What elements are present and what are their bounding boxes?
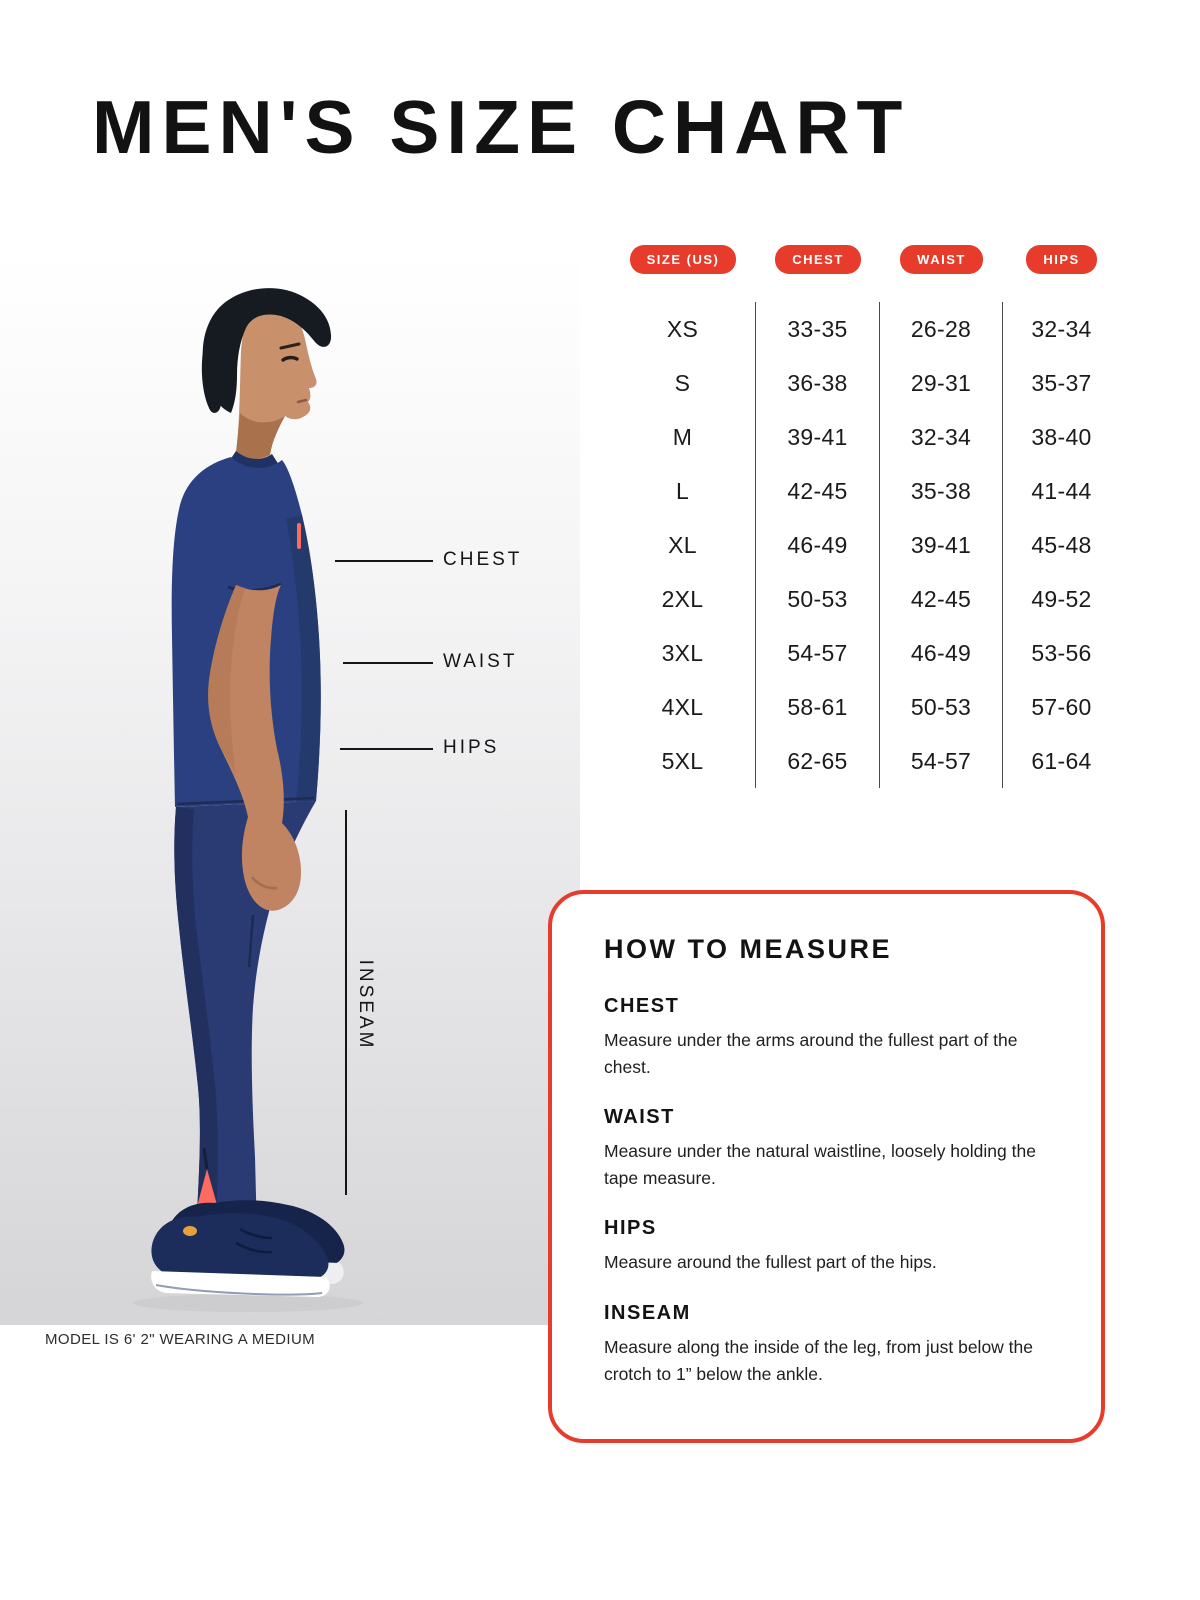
chest-pointer-line <box>335 560 433 562</box>
hips-header-pill: HIPS <box>1026 245 1096 274</box>
table-cell: 62-65 <box>756 734 880 788</box>
chest-header-pill: CHEST <box>775 245 861 274</box>
model-photo <box>0 255 580 1325</box>
table-cell: 4XL <box>610 680 756 734</box>
model-illustration <box>0 255 580 1325</box>
table-cell: 50-53 <box>880 680 1003 734</box>
waist-figure-label: WAIST <box>443 651 518 672</box>
size-header-pill: SIZE (US) <box>630 245 737 274</box>
table-cell: XL <box>610 518 756 572</box>
table-cell: 58-61 <box>756 680 880 734</box>
measure-section-chest-text: Measure under the arms around the fullest part of the chest. <box>604 1030 1018 1077</box>
table-cell: 32-34 <box>1031 315 1092 342</box>
table-cell: 33-35 <box>756 302 880 356</box>
measure-section-chest-label: CHEST <box>604 995 680 1017</box>
inseam-pointer-line <box>345 810 347 1195</box>
heel-tab <box>183 1226 197 1236</box>
measure-section-inseam-label: INSEAM <box>604 1301 691 1324</box>
table-cell: 49-52 <box>1031 585 1092 612</box>
inseam-figure-label: INSEAM <box>355 959 376 1051</box>
table-cell: 42-45 <box>756 464 880 518</box>
floor-shadow <box>133 1294 363 1312</box>
how-to-measure-box <box>548 890 1105 1443</box>
table-cell: 46-49 <box>880 626 1003 680</box>
table-cell: 5XL <box>610 734 756 788</box>
table-cell: 39-41 <box>880 518 1003 572</box>
table-header-hips <box>1003 245 1120 302</box>
table-cell: 54-57 <box>880 734 1003 788</box>
table-cell: 50-53 <box>756 572 880 626</box>
chest-figure-label: CHEST <box>443 549 523 570</box>
table-cell: 29-31 <box>880 356 1003 410</box>
waist-header-pill: WAIST <box>900 245 983 274</box>
table-cell: 36-38 <box>756 356 880 410</box>
measure-section-waist-label: WAIST <box>604 1106 675 1129</box>
table-cell: 53-56 <box>1031 639 1092 666</box>
hips-pointer-line <box>340 748 433 750</box>
size-table <box>610 245 1120 788</box>
table-cell: S <box>610 356 756 410</box>
table-cell: 57-60 <box>1031 693 1092 720</box>
table-header-waist <box>880 245 1003 302</box>
table-cell: 45-48 <box>1031 531 1092 558</box>
table-cell: 61-64 <box>1031 747 1092 774</box>
table-header-chest <box>756 245 880 302</box>
table-header-size <box>610 245 756 302</box>
table-cell: 35-38 <box>880 464 1003 518</box>
table-cell: 35-37 <box>1031 369 1092 396</box>
table-cell: 42-45 <box>880 572 1003 626</box>
how-to-measure-title: HOW TO MEASURE <box>604 934 893 964</box>
chest-zipper-accent <box>297 523 301 549</box>
table-cell: 46-49 <box>756 518 880 572</box>
measure-section-waist-text: Measure under the natural waistline, loosely holding the tape measure. <box>604 1141 1036 1188</box>
measure-section-hips-text: Measure around the fullest part of the hips. <box>604 1252 937 1273</box>
table-cell: 39-41 <box>756 410 880 464</box>
model-caption: MODEL IS 6' 2" WEARING A MEDIUM <box>45 1331 316 1348</box>
table-cell: L <box>610 464 756 518</box>
table-cell: 32-34 <box>880 410 1003 464</box>
table-cell: 54-57 <box>756 626 880 680</box>
page-title: MEN'S SIZE CHART <box>92 85 910 169</box>
table-cell: 2XL <box>610 572 756 626</box>
measure-section-inseam-text: Measure along the inside of the leg, from just below the crotch to 1” below the ankle. <box>604 1336 1033 1384</box>
table-cell: 38-40 <box>1031 423 1092 450</box>
table-cell: XS <box>610 302 756 356</box>
hips-figure-label: HIPS <box>443 737 500 758</box>
table-cell: 3XL <box>610 626 756 680</box>
table-cell: 41-44 <box>1031 477 1092 504</box>
table-cell: 26-28 <box>880 302 1003 356</box>
waist-pointer-line <box>343 662 433 664</box>
table-cell: M <box>610 410 756 464</box>
measure-section-hips-label: HIPS <box>604 1217 657 1240</box>
